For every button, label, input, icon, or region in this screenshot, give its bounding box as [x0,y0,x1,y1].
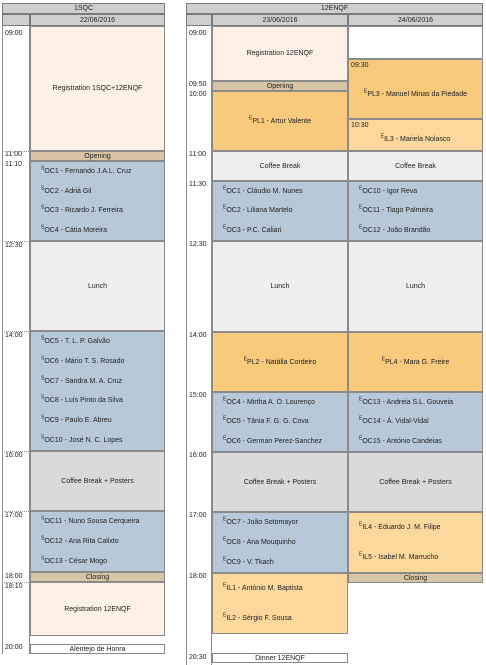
oral-communications-day2-a [348,181,483,241]
talk-item: $^E$OC8 - Ana Mouquinho [223,536,296,546]
section-header-1sqc: 1SQC [2,3,165,14]
plenary-pl2: $^E$PL2 - Natália Cordeiro [212,332,348,392]
talk-item: $^E$OC4 - Mirtha A. O. Lourenço [223,396,316,407]
invited-lecture-il3: 10:30 $^E$IL3 - Mariela Nolasco [348,119,483,151]
talk-item: $^E$OC3 - P.C. Caliari [223,224,282,234]
talk-item: $^S$OC13 - César Mogo [41,555,107,565]
talk-item: $^S$OC8 - Luís Pinto da Silva [41,394,123,405]
closing-block: Closing [30,572,165,582]
talk-item: $^E$OC1 - Cláudio M. Nunes [223,185,303,196]
talk-item: $^S$OC7 - Sandra M. A. Cruz [41,375,123,385]
talk-item: $^E$OC7 - João Sotomayor [223,517,298,527]
time-header-blank [186,14,212,26]
talk-item: $^E$IL1 - António M. Baptista [223,582,303,593]
time-column-left [2,26,30,654]
talk-item: $^S$OC5 - T. L. P. Galvão [41,336,110,346]
time-label: 16:00 [189,452,207,459]
time-label: 11:30 [189,181,206,188]
talk-item: $^E$OC13 - Andreia S.L. Gouveia [359,396,454,407]
talk-item: $^E$OC14 - Á. Vidal-Vidal [359,416,429,426]
time-label: 15:00 [189,392,207,399]
time-label: 16:00 [5,452,23,459]
talk-item: $^E$IL5 - Isabel M. Marrucho [359,551,439,561]
opening-block: Opening [30,151,165,161]
time-label: 10:30 [351,122,369,129]
section-header-12enqf: 12ENQF [186,3,483,14]
dinner-block: Dinner 12ENQF [212,653,348,663]
talk-item: $^E$IL2 - Sérgio F. Sousa [223,612,292,622]
time-label: 18:00 [189,573,207,580]
talk-item: $^E$OC6 - German Perez-Sanchez [223,435,323,445]
time-label: 20:30 [189,654,207,661]
plenary-pl4: $^E$PL4 - Mara G. Freire [348,332,483,392]
time-label: 14:00 [5,332,23,339]
plenary-pl1: $^E$PL1 - Artur Valente [212,91,348,151]
registration-block-12enqf: Registration 12ENQF [212,26,348,81]
time-label: 09:00 [189,30,207,37]
time-label: 17:00 [5,512,23,519]
time-label: 18:10 [5,583,23,590]
coffee-break-day2: Coffee Break [348,151,483,181]
talk-item: $^E$OC10 - Igor Reva [359,185,418,196]
oral-communications-day1-a [212,181,348,241]
invited-lectures-day2 [348,512,483,573]
coffee-break-day1: Coffee Break [212,151,348,181]
talk-item: $^E$IL4 - Eduardo J. M. Filipe [359,521,441,532]
opening-block-12enqf: Opening [212,81,348,91]
coffee-posters-block: Coffee Break + Posters [30,451,165,511]
time-label: 10:00 [189,91,207,98]
time-label: 12:30 [5,242,23,249]
time-label: 20:00 [5,644,23,651]
alentejo-block: Alentejo de Honra [30,644,165,654]
talk-item: $^S$OC4 - Cátia Moreira [41,224,107,234]
time-label: 09:30 [351,62,369,69]
time-label: 11:00 [189,151,206,158]
oral-communications-day1-c [212,512,348,573]
time-label: 17:00 [189,512,207,519]
talk-item: $^S$OC12 - Ana Rita Calixto [41,535,119,545]
lunch-day1: Lunch [212,241,348,332]
oral-communications-block-3 [30,511,165,572]
lunch-day2: Lunch [348,241,483,332]
coffee-posters-day2: Coffee Break + Posters [348,452,483,512]
time-label: 09:00 [5,30,23,37]
time-label: 14:00 [189,332,207,339]
talk-item: $^E$OC9 - V. Tkach [223,556,274,566]
time-label: 11:00 [5,151,22,158]
time-label: 11:10 [5,161,22,168]
empty-slot [348,26,483,59]
date-header-23-06: 23/06/2016 [212,14,348,26]
oral-communications-block-1 [30,161,165,241]
talk-item: $^E$OC12 - João Brandão [359,224,431,234]
closing-block-12enqf: Closing [348,573,483,583]
talk-item: $^S$OC2 - Adriá Gil [41,185,92,195]
talk-item: $^S$OC6 - Mário T. S. Rosado [41,355,125,365]
time-label: 12:30 [189,241,207,248]
oral-communications-day1-b [212,392,348,452]
talk-item: $^E$OC11 - Tiago Palmeira [359,205,434,215]
time-label: 09:50 [189,81,207,88]
time-column-right [186,26,212,665]
oral-communications-block-2 [30,331,165,451]
date-header-22-06: 22/06/2016 [30,14,165,26]
talk-item: $^E$OC2 - Liliana Martelo [223,205,293,215]
talk-item: $^S$OC3 - Ricardo J. Ferreira [41,204,123,215]
talk-item: $^S$OC10 - José N. C. Lopes [41,434,123,444]
talk-item: $^S$OC9 - Paulo E. Abreu [41,414,112,424]
time-header-blank [2,14,30,26]
lunch-block: Lunch [30,241,165,331]
invited-lectures-day1 [212,573,348,634]
registration-block: Registration 1SQC+12ENQF [30,26,165,151]
registration-block-2: Registration 12ENQF [30,582,165,636]
talk-item: $^S$OC1 - Fernando J.A.L. Cruz [41,165,132,176]
coffee-posters-day1: Coffee Break + Posters [212,452,348,512]
oral-communications-day2-b [348,392,483,452]
date-header-24-06: 24/06/2016 [348,14,483,26]
plenary-pl3: 09:30 $^E$PL3 - Manuel Minas da Piedade [348,59,483,119]
talk-item: $^S$OC11 - Nuno Sousa Cerqueira [41,516,140,526]
talk-item: $^E$OC5 - Tânia F. G. G. Cova [223,416,309,426]
talk-item: $^E$OC15 - António Candeias [359,435,442,445]
time-label: 18:00 [5,573,23,580]
